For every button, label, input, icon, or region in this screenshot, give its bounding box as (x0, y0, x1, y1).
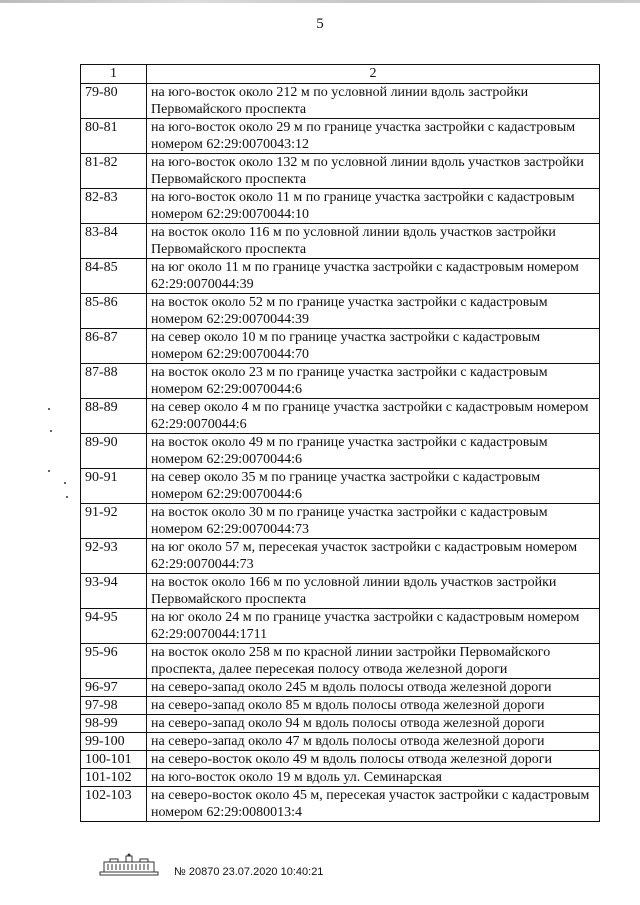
table-row (81, 787, 600, 822)
segment-cell: 81-82 (81, 154, 147, 189)
segment-cell: 95-96 (81, 644, 147, 679)
description-cell: на восток около 49 м по границе участка застройки с кадастровым номером 62:29:0070044:6 (147, 434, 600, 469)
table-row (81, 504, 600, 539)
table-row (81, 715, 600, 733)
table-row (81, 119, 600, 154)
segment-cell: 80-81 (81, 119, 147, 154)
building-emblem-icon (96, 853, 162, 877)
description-cell: на юго-восток около 132 м по условной линии вдоль участков застройки Первомайского проспекта (147, 154, 600, 189)
description-cell: на северо-запад около 245 м вдоль полосы отвода железной дороги (147, 679, 600, 697)
table-row (81, 733, 600, 751)
scan-edge (0, 0, 640, 3)
segment-cell: 89-90 (81, 434, 147, 469)
segment-cell: 85-86 (81, 294, 147, 329)
description-cell: на юг около 11 м по границе участка застройки с кадастровым номером 62:29:0070044:39 (147, 259, 600, 294)
table-row (81, 154, 600, 189)
table-row (81, 259, 600, 294)
table-row (81, 329, 600, 364)
segment-cell: 98-99 (81, 715, 147, 733)
description-cell: на северо-восток около 45 м, пересекая участок застройки с кадастровым номером 62:29:0080013:4 (147, 787, 600, 822)
table-row (81, 609, 600, 644)
segment-cell: 87-88 (81, 364, 147, 399)
segment-cell: 91-92 (81, 504, 147, 539)
column-header: 2 (147, 65, 600, 84)
column-header: 1 (81, 65, 147, 84)
description-cell: на восток около 52 м по границе участка застройки с кадастровым номером 62:29:0070044:39 (147, 294, 600, 329)
description-cell: на юг около 24 м по границе участка застройки с кадастровым номером 62:29:0070044:1711 (147, 609, 600, 644)
description-cell: на северо-восток около 49 м вдоль полосы отвода железной дороги (147, 751, 600, 769)
table-row (81, 294, 600, 329)
table-row (81, 697, 600, 715)
description-cell: на восток около 116 м по условной линии вдоль участков застройки Первомайского проспекта (147, 224, 600, 259)
description-cell: на юго-восток около 29 м по границе участка застройки с кадастровым номером 62:29:0070043:12 (147, 119, 600, 154)
table-row (81, 364, 600, 399)
description-cell: на северо-запад около 85 м вдоль полосы отвода железной дороги (147, 697, 600, 715)
segment-cell: 101-102 (81, 769, 147, 787)
segment-cell: 92-93 (81, 539, 147, 574)
description-cell: на северо-запад около 94 м вдоль полосы отвода железной дороги (147, 715, 600, 733)
segment-cell: 82-83 (81, 189, 147, 224)
segment-cell: 83-84 (81, 224, 147, 259)
description-cell: на восток около 258 м по красной линии застройки Первомайского проспекта, далее пересекая полосу отвода железной дороги (147, 644, 600, 679)
table-row (81, 751, 600, 769)
table-header-row (81, 65, 600, 84)
table-row (81, 224, 600, 259)
description-cell: на юг около 57 м, пересекая участок застройки с кадастровым номером 62:29:0070044:73 (147, 539, 600, 574)
description-cell: на север около 10 м по границе участка застройки с кадастровым номером 62:29:0070044:70 (147, 329, 600, 364)
table-row (81, 574, 600, 609)
description-cell: на восток около 23 м по границе участка застройки с кадастровым номером 62:29:0070044:6 (147, 364, 600, 399)
segment-cell: 79-80 (81, 84, 147, 119)
table-row (81, 434, 600, 469)
table-row (81, 189, 600, 224)
document-registration-mark: № 20870 23.07.2020 10:40:21 (174, 866, 324, 878)
segment-cell: 99-100 (81, 733, 147, 751)
table-row (81, 679, 600, 697)
description-cell: на северо-запад около 47 м вдоль полосы отвода железной дороги (147, 733, 600, 751)
table-row (81, 84, 600, 119)
table-row (81, 539, 600, 574)
table-row (81, 469, 600, 504)
segment-cell: 96-97 (81, 679, 147, 697)
description-cell: на юго-восток около 19 м вдоль ул. Семинарская (147, 769, 600, 787)
description-cell: на юго-восток около 212 м по условной линии вдоль застройки Первомайского проспекта (147, 84, 600, 119)
table-row (81, 769, 600, 787)
segment-cell: 97-98 (81, 697, 147, 715)
segment-cell: 90-91 (81, 469, 147, 504)
table-row (81, 644, 600, 679)
segment-cell: 94-95 (81, 609, 147, 644)
segment-cell: 84-85 (81, 259, 147, 294)
boundary-table (80, 64, 600, 822)
description-cell: на восток около 30 м по границе участка застройки с кадастровым номером 62:29:0070044:73 (147, 504, 600, 539)
description-cell: на восток около 166 м по условной линии вдоль участков застройки Первомайского проспекта (147, 574, 600, 609)
page-number: 5 (316, 16, 324, 32)
segment-cell: 102-103 (81, 787, 147, 822)
table-row (81, 399, 600, 434)
description-cell: на север около 35 м по границе участка застройки с кадастровым номером 62:29:0070044:6 (147, 469, 600, 504)
description-cell: на юго-восток около 11 м по границе участка застройки с кадастровым номером 62:29:0070044:10 (147, 189, 600, 224)
segment-cell: 86-87 (81, 329, 147, 364)
segment-cell: 93-94 (81, 574, 147, 609)
description-cell: на север около 4 м по границе участка застройки с кадастровым номером 62:29:0070044:6 (147, 399, 600, 434)
segment-cell: 88-89 (81, 399, 147, 434)
segment-cell: 100-101 (81, 751, 147, 769)
